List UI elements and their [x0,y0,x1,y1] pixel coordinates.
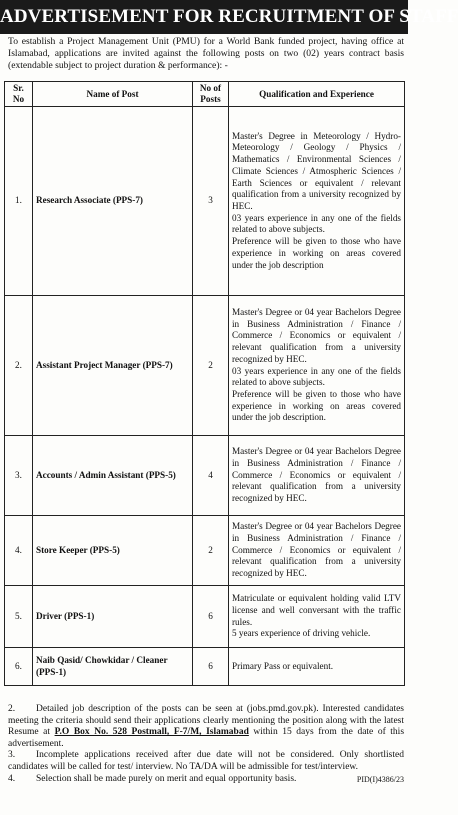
note-number: 4. [8,773,16,784]
note-text: Detailed job description of the posts can be seen at (jobs.pmd.gov.pk). Interested candidates meeting the criteria should send their applications clearly mentioning the position along with the latest Resume at [8,704,404,738]
row-qualification [229,516,405,586]
row-post-name: Naib Qasid/ Chowkidar / Cleaner (PPS-1) [33,648,193,686]
row-qualification [229,648,405,686]
header-name-of-post: Name of Post [33,82,193,107]
qualification-text: Master's Degree in Meteorology / Hydro-Meteorology / Geology / Physics / Mathematics / Environmental Sciences / Climate Sciences / Atmospheric Sciences / Earth Sciences or equivalent / relevant qualification from a university recognized by HEC. [232,130,401,211]
note-text: within 15 days from the date of this advertisement. [8,727,405,749]
row-post-name: Research Associate (PPS-7) [33,107,193,296]
qualification-text: Master's Degree or 04 year Bachelors Degree in Business Administration / Finance / Commerce / Economics or equivalent / relevant qualification from a university recognized by HEC. [232,446,401,504]
preference-text: Preference will be given to those who have experience in working on areas covered under the job description [232,236,401,270]
row-sr: 2. [5,296,33,436]
row-post-count: 2 [193,516,229,586]
note-text: Incomplete applications received after due date will not be considered. Only shortlisted candidates will be called for test/ interview. No TA/DA will be admissible for test/interview. [8,750,404,772]
note-number: 2. [8,704,16,714]
row-post-count: 6 [193,586,229,648]
row-post-name: Accounts / Admin Assistant (PPS-5) [33,436,193,516]
row-sr: 4. [5,516,33,586]
row-post-count: 6 [193,648,229,686]
note-text: Selection shall be made purely on merit and equal opportunity basis. [36,773,297,784]
table-row [5,586,405,648]
row-sr: 3. [5,436,33,516]
qualification-text: Master's Degree or 04 year Bachelors Degree in Business Administration / Finance / Commerce / Economics or equivalent / relevant qualification from a university recognized by HEC. [232,521,401,579]
table-row [5,107,405,296]
table-header-row [5,82,405,107]
table-row [5,296,405,436]
qualification-text: Primary Pass or equivalent. [232,660,334,671]
row-qualification [229,107,405,296]
row-post-name: Driver (PPS-1) [33,586,193,648]
row-qualification [229,436,405,516]
table-row [5,516,405,586]
note-3 [8,750,404,773]
note-number: 3. [8,750,16,761]
row-post-count: 2 [193,296,229,436]
row-post-name: Store Keeper (PPS-5) [33,516,193,586]
row-qualification [229,296,405,436]
table-row [5,648,405,686]
experience-text: 5 years experience of driving vehicle. [232,628,371,639]
notes-section [8,704,404,785]
qualification-text: Matriculate or equivalent holding valid LTV license and well conversant with the traffic rules. [232,593,401,627]
header-qualification: Qualification and Experience [229,82,405,107]
row-post-name: Assistant Project Manager (PPS-7) [33,296,193,436]
experience-text: 03 years experience in any one of the fields related to above subjects. [232,212,401,235]
header-sr-no: Sr. No [5,82,33,107]
qualification-text: Master's Degree or 04 year Bachelors Degree in Business Administration / Finance / Commerce / Economics or equivalent / relevant qualification from a university recognized by HEC. [232,306,401,364]
header-no-of-posts: No of Posts [193,82,229,107]
preference-text: Preference will be given to those who have experience in working on areas covered under the job description. [232,388,401,423]
row-post-count: 4 [193,436,229,516]
intro-paragraph: To establish a Project Management Unit (PMU) for a World Bank funded project, having office at Islamabad, applications are invited against the following posts on two (02) years contract basis (extendable subject to project duration & performance): - [8,36,404,71]
row-sr: 1. [5,107,33,296]
posts-table [4,81,405,686]
note-2 [8,704,404,750]
postal-address: P.O Box No. 528 Postmall, F-7/M, Islamabad [54,727,249,738]
row-post-count: 3 [193,107,229,296]
pid-number: PID(I)4386/23 [356,774,404,784]
row-qualification [229,586,405,648]
table-row [5,436,405,516]
page-title: ADVERTISEMENT FOR RECRUITMENT OF STAFF [0,0,408,34]
row-sr: 6. [5,648,33,686]
row-sr: 5. [5,586,33,648]
note-4 [8,774,404,786]
experience-text: 03 years experience in any one of the fields related to above subjects. [232,365,401,388]
